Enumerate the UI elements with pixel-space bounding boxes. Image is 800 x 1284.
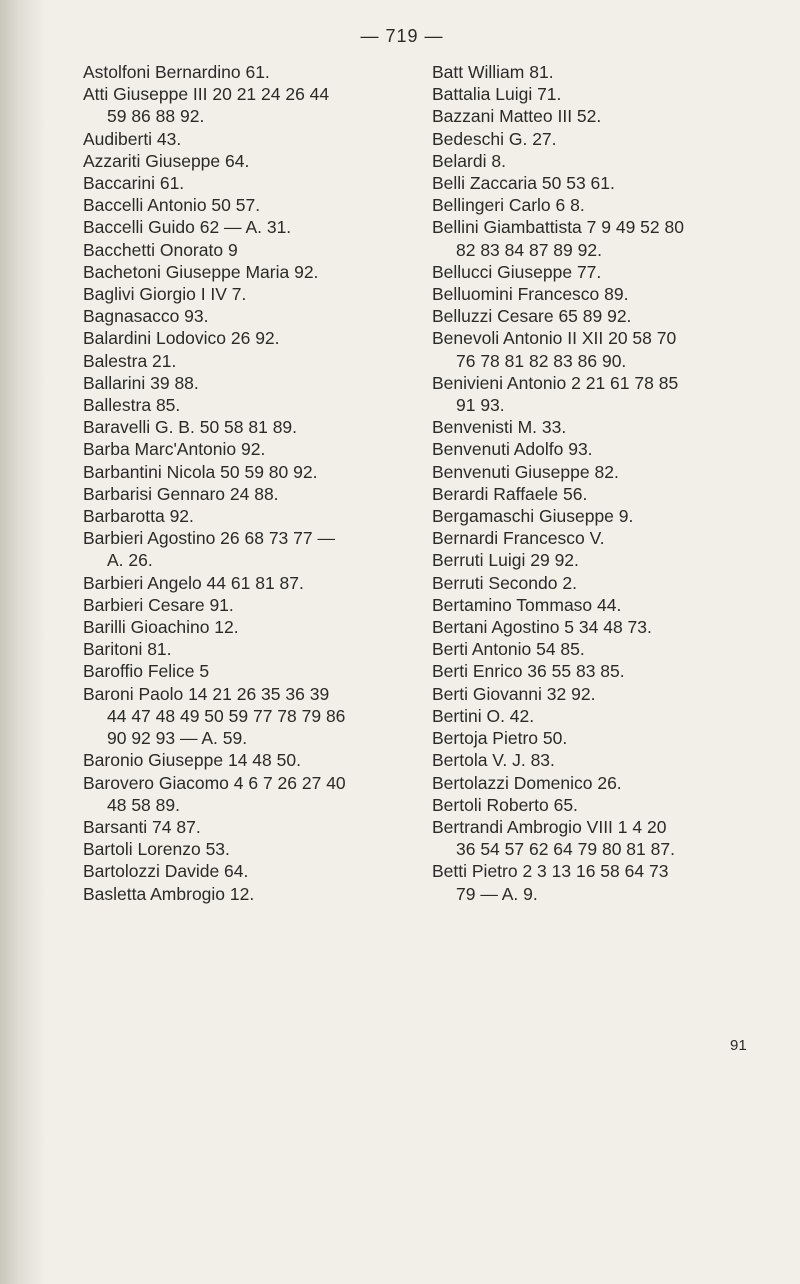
index-entry: Bertrandi Ambrogio VIII 1 4 20 36 54 57 62 64 79 80 81 87. [432, 816, 675, 860]
index-entry: Barba Marc'Antonio 92. [83, 439, 266, 460]
index-entry: Barbantini Nicola 50 59 80 92. [83, 461, 318, 482]
index-entry: Bachetoni Giuseppe Maria 92. [83, 261, 319, 282]
index-entry: Bacchetti Onorato 9 [83, 239, 238, 260]
index-entry: Belluomini Francesco 89. [432, 284, 629, 305]
index-entry: Baravelli G. B. 50 58 81 89. [83, 417, 298, 438]
index-entry: Barbieri Angelo 44 61 81 87. [83, 572, 304, 593]
index-entry: Audiberti 43. [83, 128, 182, 149]
index-entry: Belli Zaccaria 50 53 61. [432, 173, 615, 194]
index-entry: Baronio Giuseppe 14 48 50. [83, 750, 301, 771]
index-entry: Berti Enrico 36 55 83 85. [432, 661, 625, 682]
index-entry: Bertoli Roberto 65. [432, 794, 578, 815]
index-entry: Berruti Secondo 2. [432, 572, 577, 593]
index-entry: Bergamaschi Giuseppe 9. [432, 506, 634, 527]
index-entry: Belluzzi Cesare 65 89 92. [432, 306, 632, 327]
index-entry: Baccelli Antonio 50 57. [83, 195, 261, 216]
index-entry: Berti Giovanni 32 92. [432, 683, 596, 704]
index-entry: Basletta Ambrogio 12. [83, 883, 255, 904]
index-entry: Benvenisti M. 33. [432, 417, 567, 438]
index-entry: Betti Pietro 2 3 13 16 58 64 73 79 — A. 9. [432, 861, 669, 904]
index-entry: Bartolozzi Davide 64. [83, 861, 249, 882]
index-entry: Benvenuti Adolfo 93. [432, 439, 593, 460]
index-entry: Belardi 8. [432, 150, 506, 171]
index-entry: Astolfoni Bernardino 61. [83, 62, 270, 82]
index-entry: Baglivi Giorgio I IV 7. [83, 284, 247, 305]
index-entry: Bagnasacco 93. [83, 306, 209, 327]
index-entry: Berti Antonio 54 85. [432, 639, 585, 660]
index-entry: Benvenuti Giuseppe 82. [432, 461, 619, 482]
index-entry: Berruti Luigi 29 92. [432, 550, 579, 571]
index-entry: Battalia Luigi 71. [432, 84, 562, 105]
index-entry: Baroffio Felice 5 [83, 661, 210, 682]
index-entry: Baroni Paolo 14 21 26 35 36 39 44 47 48 49 50 59 77 78 79 86 90 92 93 — A. 59. [83, 683, 346, 749]
index-entry: Bellini Giambattista 7 9 49 52 80 82 83 84 87 89 92. [432, 217, 684, 260]
index-entry: Barsanti 74 87. [83, 816, 201, 837]
index-entry: Bedeschi G. 27. [432, 128, 557, 149]
index-entry: Barbarisi Gennaro 24 88. [83, 483, 279, 504]
index-entry: Barbieri Cesare 91. [83, 594, 234, 615]
index-entry: Ballarini 39 88. [83, 372, 199, 393]
index-column-left [83, 61, 403, 905]
index-entry: Barilli Gioachino 12. [83, 617, 239, 638]
index-entry: Batt William 81. [432, 62, 554, 82]
index-entry: Bertini O. 42. [432, 705, 535, 726]
index-entry: Bellingeri Carlo 6 8. [432, 195, 585, 216]
index-entry: Bellucci Giuseppe 77. [432, 261, 602, 282]
index-entry: Balestra 21. [83, 350, 177, 371]
index-entry: Baritoni 81. [83, 639, 172, 660]
index-entry: Baccarini 61. [83, 173, 185, 194]
index-entry: Bertoja Pietro 50. [432, 728, 568, 749]
index-entry: Bazzani Matteo III 52. [432, 106, 602, 127]
index-entry: Bartoli Lorenzo 53. [83, 839, 230, 860]
index-entry: Bertolazzi Domenico 26. [432, 772, 622, 793]
signature-mark: 91 [730, 1037, 747, 1054]
index-entry: Ballestra 85. [83, 395, 181, 416]
index-entry: Barbarotta 92. [83, 506, 194, 527]
index-entry: Barbieri Agostino 26 68 73 77 — A. 26. [83, 528, 335, 571]
index-entry: Azzariti Giuseppe 64. [83, 150, 250, 171]
index-entry: Berardi Raffaele 56. [432, 483, 588, 504]
page-gutter-shadow [0, 0, 46, 1284]
page-number: — 719 — [360, 26, 444, 46]
index-entry: Bernardi Francesco V. [432, 528, 605, 549]
index-entry: Balardini Lodovico 26 92. [83, 328, 280, 349]
index-entry: Bertola V. J. 83. [432, 750, 555, 771]
index-entry: Atti Giuseppe III 20 21 24 26 44 59 86 88 92. [83, 84, 330, 127]
index-column-right [432, 61, 772, 905]
index-entry: Baccelli Guido 62 — A. 31. [83, 217, 292, 238]
index-entry: Barovero Giacomo 4 6 7 26 27 40 48 58 89. [83, 772, 346, 815]
index-entry: Benivieni Antonio 2 21 61 78 85 91 93. [432, 372, 679, 416]
index-entry: Bertani Agostino 5 34 48 73. [432, 617, 652, 638]
index-entry: Benevoli Antonio II XII 20 58 70 76 78 81 82 83 86 90. [432, 328, 677, 371]
index-entry: Bertamino Tommaso 44. [432, 594, 622, 615]
